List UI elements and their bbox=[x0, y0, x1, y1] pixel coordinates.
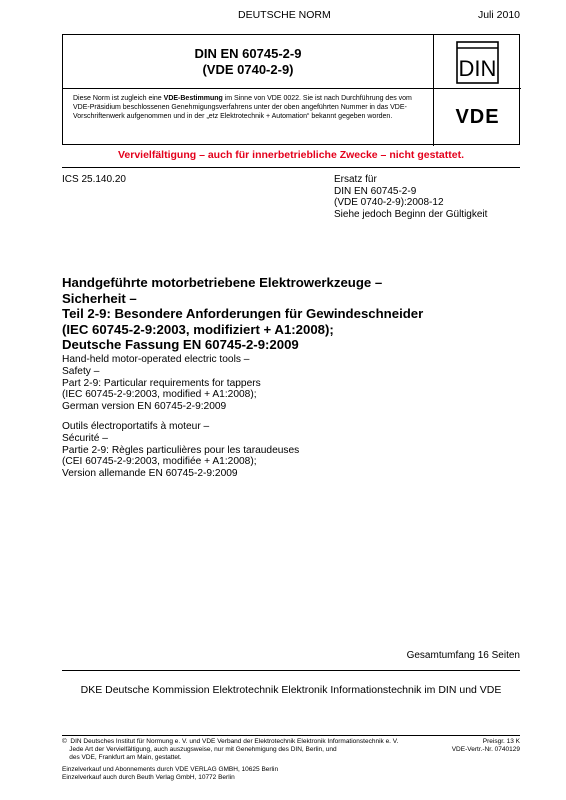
din-logo-icon bbox=[434, 35, 521, 89]
din-logo-text: DIN bbox=[458, 56, 497, 81]
vde-note: Diese Norm ist zugleich eine VDE-Bestimmung im Sinne von VDE 0022. Sie ist nach Durchführung des vom VDE-Präsidium beschlossenen Genehmigungsverfahrens unter der oben angeführten Nummer in das VDE-Vorschriftenwerk aufgenommen und in der „etz Elektrotechnik + Automation“ bekannt gegeben worden. bbox=[63, 89, 434, 146]
vde-note-bold: VDE-Bestimmung bbox=[163, 95, 223, 102]
sales-info: Einzelverkauf und Abonnements durch VDE VERLAG GMBH, 10625 Berlin Einzelverkauf auch durch Beuth Verlag GmbH, 10772 Berlin bbox=[62, 766, 279, 781]
title-english: Hand-held motor-operated electric tools – Safety – Part 2-9: Particular requirements for tappers (IEC 60745-2-9:2003, modified + A1:2008); German version EN 60745-2-9:2009 bbox=[62, 354, 261, 413]
title-german: Handgeführte motorbetriebene Elektrowerkzeuge – Sicherheit – Teil 2-9: Besondere Anforderungen für Gewindeschneider (IEC 60745-2-9:2003, modifiziert + A1:2008); Deutsche Fassung EN 60745-2-9:2009 bbox=[62, 275, 424, 352]
vde-logo bbox=[434, 89, 521, 146]
price-info bbox=[452, 738, 520, 754]
norm-type: DEUTSCHE NORM bbox=[238, 9, 331, 21]
reproduction-warning: Vervielfältigung – auch für innerbetriebliche Zwecke – nicht gestattet. bbox=[117, 149, 464, 161]
divider-middle bbox=[62, 670, 520, 671]
total-pages: Gesamtumfang 16 Seiten bbox=[406, 650, 520, 661]
divider-bottom bbox=[62, 735, 520, 736]
standard-designation bbox=[63, 35, 434, 89]
standard-number: DIN EN 60745-2-9 bbox=[194, 45, 302, 61]
dke-line: DKE Deutsche Kommission Elektrotechnik Elektronik Informationstechnik im DIN und VDE bbox=[80, 684, 502, 696]
title-french: Outils électroportatifs à moteur – Sécurité – Partie 2-9: Règles particulières pour les taraudeuses (CEI 60745-2-9:2003, modifiée + A1:2008); Version allemande EN 60745-2-9:2009 bbox=[62, 421, 300, 480]
vde-logo-text: VDE bbox=[455, 106, 500, 128]
vde-number: (VDE 0740-2-9) bbox=[202, 61, 294, 77]
price-group: Preisgr. 13 K bbox=[482, 738, 520, 745]
ics-code: ICS 25.140.20 bbox=[62, 174, 126, 185]
publication-date: Juli 2010 bbox=[477, 9, 520, 21]
copyright-notice: © DIN Deutsches Institut für Normung e. V. und VDE Verband der Elektrotechnik Elektronik Informationstechnik e. V. Jede Art der Vervielfältigung, auch auszugsweise, nur mit Genehmigung des DIN, Berlin, und des VDE, Frankfurt am Main, gestattet. bbox=[62, 738, 399, 761]
vde-order-number: VDE-Vertr.-Nr. 0740129 bbox=[451, 746, 520, 753]
replacement-info: Ersatz für DIN EN 60745-2-9 (VDE 0740-2-9):2008-12 Siehe jedoch Beginn der Gültigkeit bbox=[334, 174, 488, 220]
title-box bbox=[62, 34, 520, 145]
din-logo bbox=[434, 35, 521, 89]
divider-top bbox=[62, 167, 520, 168]
